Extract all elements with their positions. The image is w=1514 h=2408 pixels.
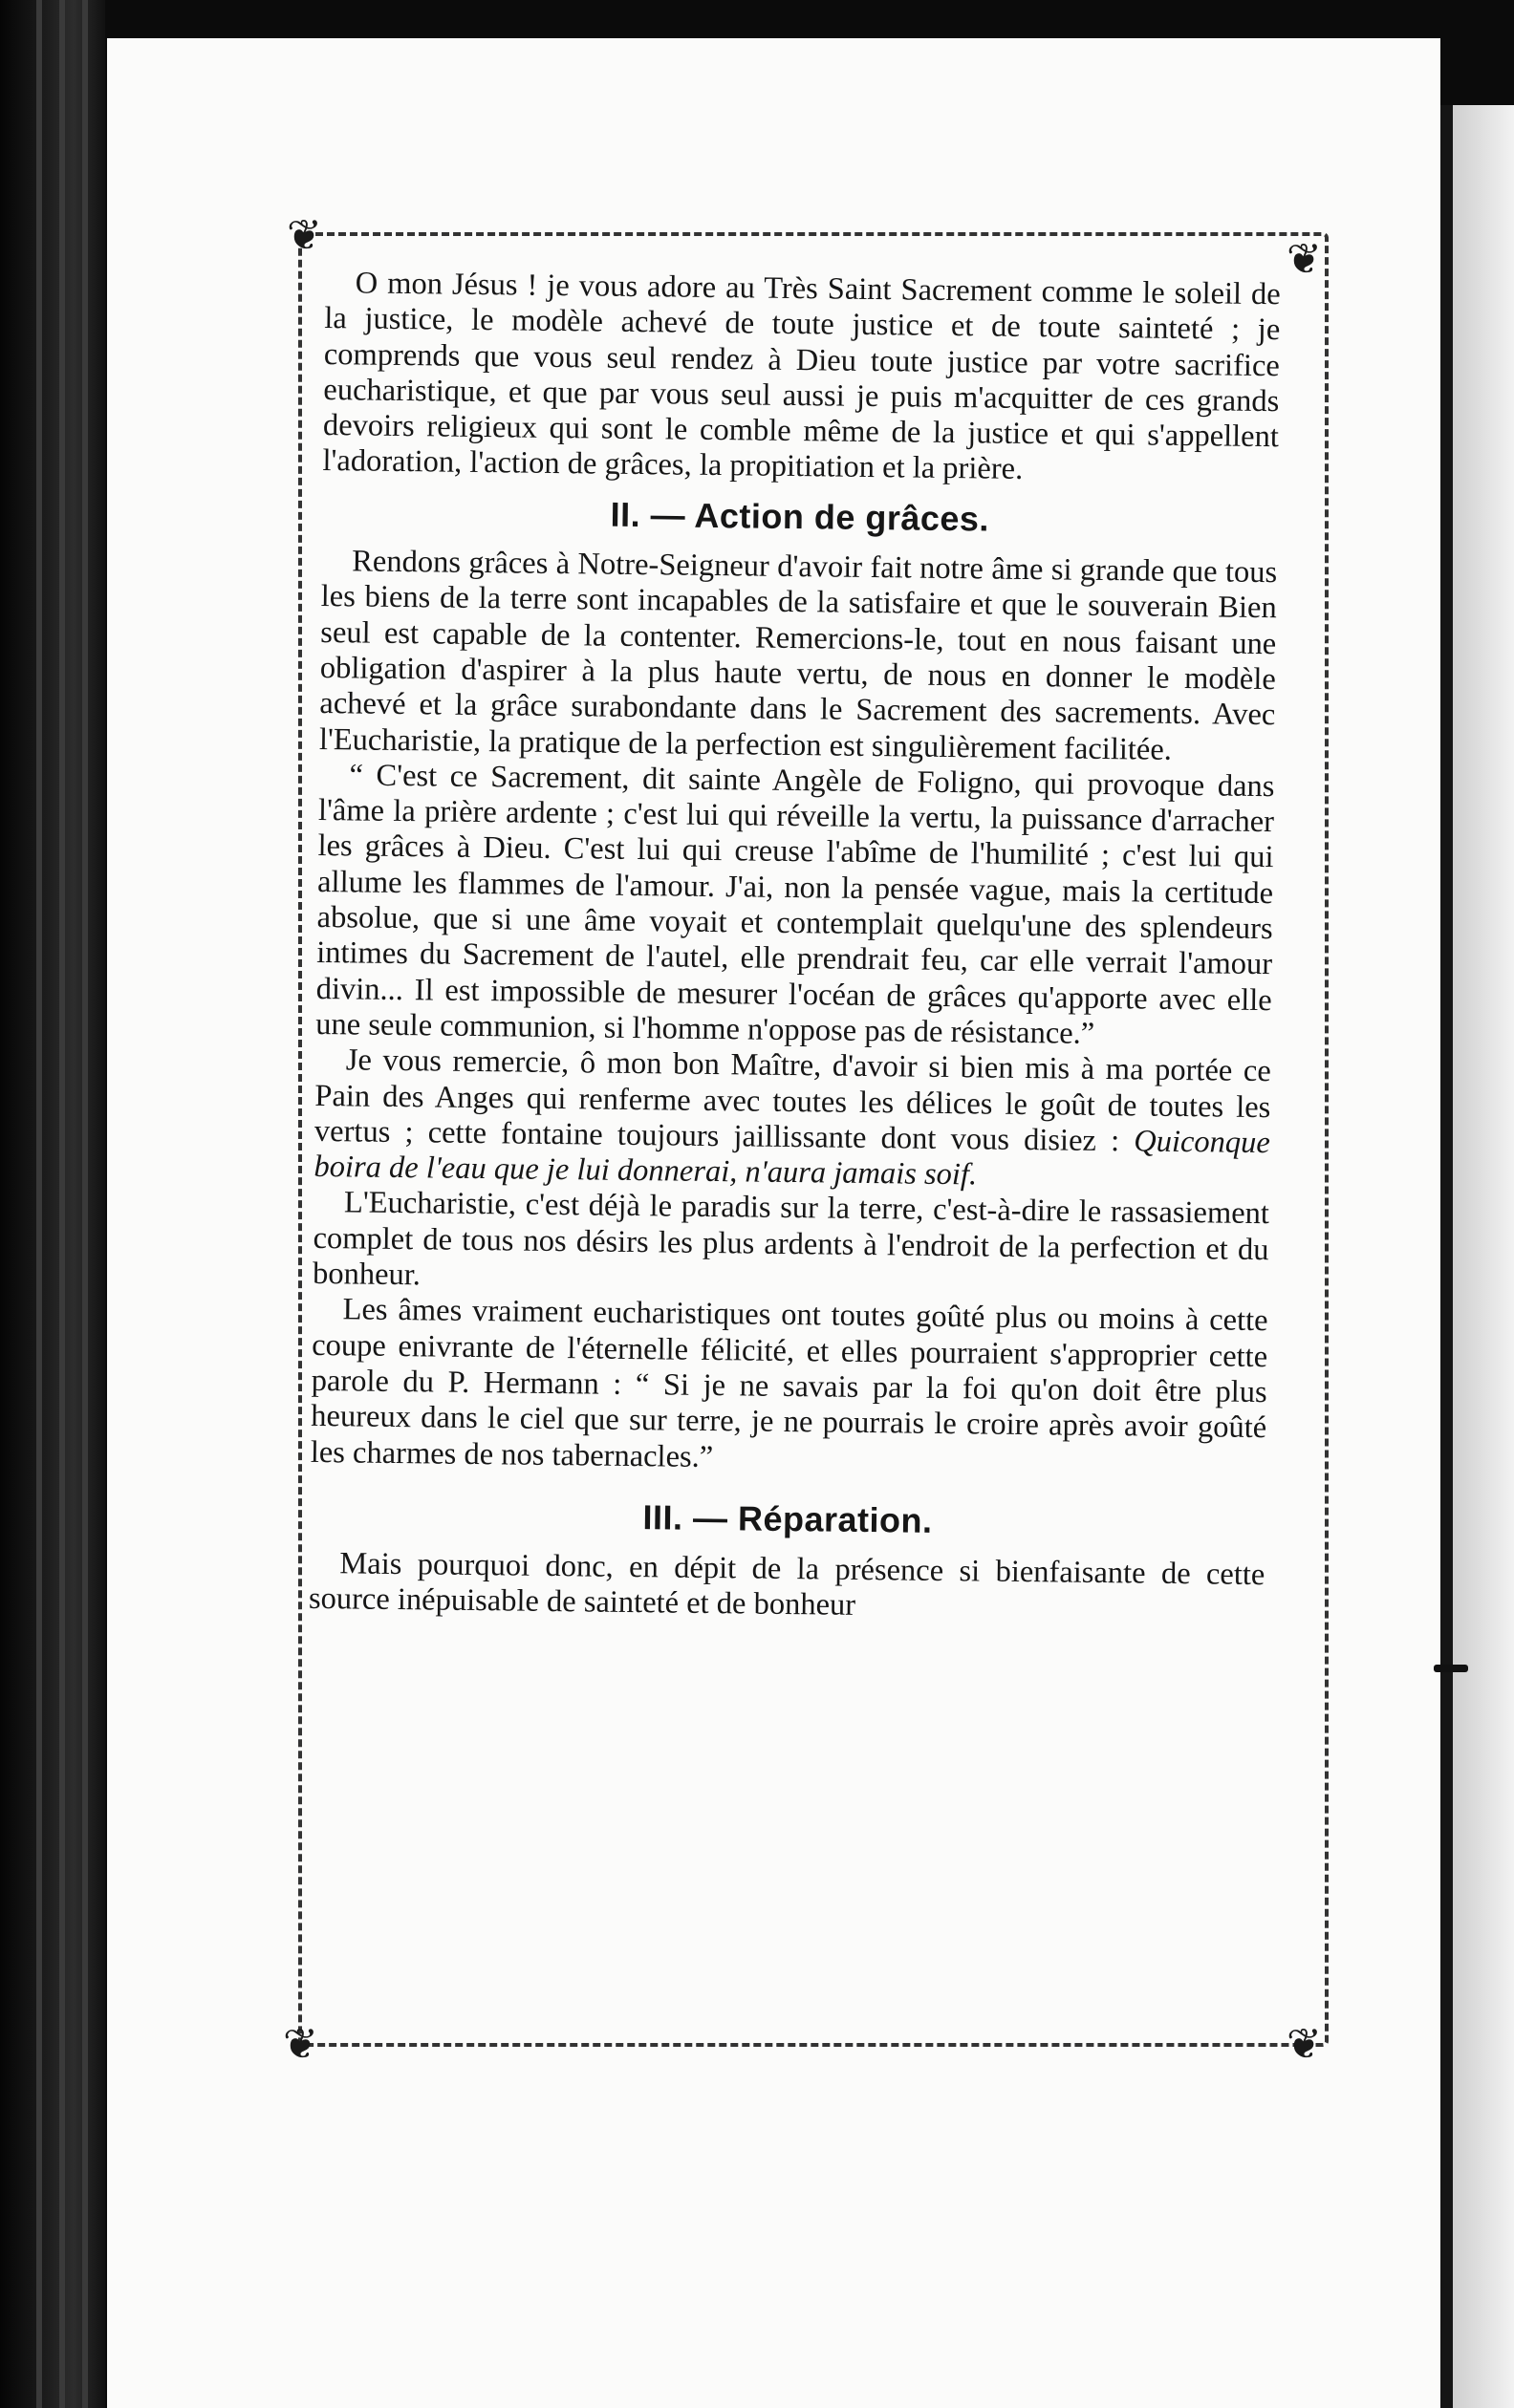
paragraph-pain-des-anges <box>314 1043 1271 1196</box>
fleuron-icon: ❦ <box>287 211 322 260</box>
section-heading-action-de-graces: II. — Action de grâces. <box>610 494 990 539</box>
binding-line <box>36 0 42 2408</box>
fleuron-icon: ❦ <box>1287 235 1322 284</box>
fleuron-icon: ❦ <box>1287 2020 1322 2069</box>
book-binding <box>0 0 105 2408</box>
paragraph-angele-quote: “ C'est ce Sacrement, dit sainte Angèle de Foligno, qui provoque dans l'âme la prière ardente ; c'est lui qui réveille la vertu, la puissance d'arracher les grâces à Dieu. C'est lui qui creuse l'abîme de l'humilité ; c'est lui qui allume les flammes de l'amour. J'ai, non la pensée vague, mais la certitude absolue, que si une âme voyait et contemplait quelqu'une des splendeurs intimes du Sacrement de l'autel, elle prendrait feu, car elle verrait l'amour divin... Il est impossible de mesurer l'océan de grâces qu'apporte avec elle une seule communion, si l'homme n'oppose pas de résistance.” <box>315 758 1275 1051</box>
fleuron-icon: ❦ <box>283 2020 318 2069</box>
paragraph-text: Je vous remercie, ô mon bon Maître, d'avoir si bien mis à ma portée ce Pain des Anges qui renferme avec toutes les délices le goût de toutes les vertus ; cette fontaine toujours jaillissante dont vous disiez : <box>314 1043 1271 1159</box>
section-heading-reparation: III. — Réparation. <box>642 1496 933 1540</box>
next-page-edge <box>1453 105 1514 2408</box>
paragraph-adoration-prayer: O mon Jésus ! je vous adore au Très Saint Sacrement comme le soleil de la justice, le modèle achevé de toute justice et de toute sainteté ; je comprends que vous seul rendez à Dieu toute justice par votre sacrifice eucharistique, et que par vous seul aussi je puis m'acquitter de ces grands devoirs religieux qui sont le comble même de la justice et qui s'appellent l'adoration, l'action de grâces, la propitiation et la prière. <box>322 266 1281 487</box>
page-text <box>309 266 1281 1629</box>
binding-line <box>82 0 88 2408</box>
scripture-quote: Quiconque boira de l'eau que je lui donnerai, n'aura jamais soif. <box>314 1124 1271 1193</box>
paragraph-paradis: L'Eucharistie, c'est déjà le paradis sur la terre, c'est-à-dire le rassasiement complet de tous nos désirs les plus ardents à l'endroit de la perfection et du bonheur. <box>312 1185 1270 1293</box>
bookmark-ribbon <box>1434 1665 1468 1672</box>
paragraph-hermann-quote: Les âmes vraiment eucharistiques ont toutes goûté plus ou moins à cette coupe enivrante de l'éternelle félicité, et elles pourraient s'approprier cette parole du P. Hermann : “ Si je ne savais par la foi qu'on doit être plus heureux dans le ciel que sur terre, je ne pourrais le croire après avoir goûté les charmes de nos tabernacles.” <box>310 1292 1268 1474</box>
paragraph-mais-pourquoi: Mais pourquoi donc, en dépit de la présence si bienfaisante de cette source inépuisable de sainteté et de bonheur <box>308 1546 1265 1623</box>
binding-line <box>59 0 65 2408</box>
paragraph-rendons-graces: Rendons grâces à Notre-Seigneur d'avoir fait notre âme si grande que tous les biens de la terre sont incapables de la satisfaire et que le souverain Bien seul est capable de la contenter. Remercions-le, tout en nous faisant une obligation d'aspirer à la plus haute vertu, de nous en donner le modèle achevé et la grâce surabondante dans le Sacrement des sacrements. Avec l'Eucharistie, la pratique de la perfection est singulièrement facilitée. <box>318 544 1278 767</box>
